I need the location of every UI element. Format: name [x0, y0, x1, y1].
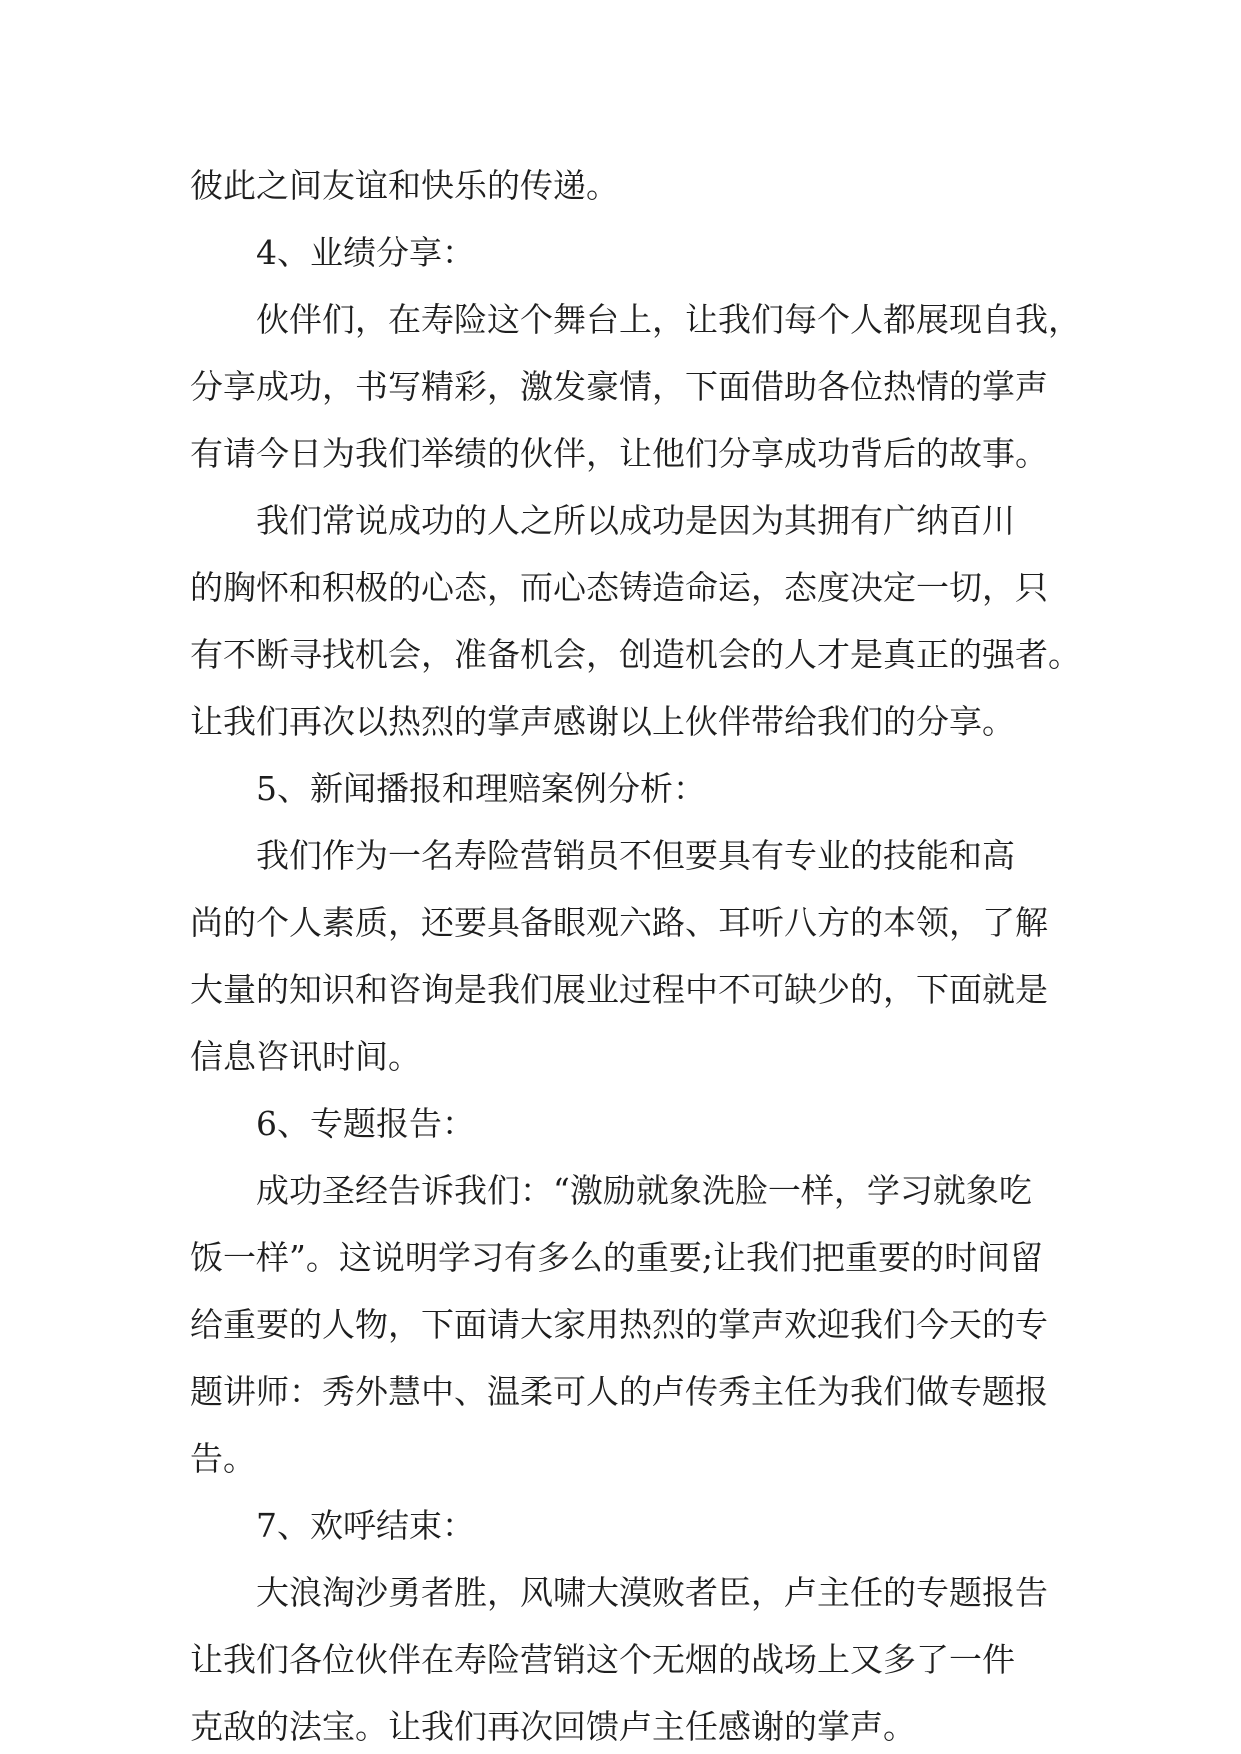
text-line: 信息咨讯时间。	[190, 1037, 421, 1076]
text-line: 有请今日为我们举绩的伙伴，让他们分享成功背后的故事。	[190, 434, 1048, 473]
text-line: 克敌的法宝。让我们再次回馈卢主任感谢的掌声。	[190, 1707, 916, 1746]
text-line: 饭一样”。这说明学习有多么的重要;让我们把重要的时间留	[190, 1238, 1043, 1277]
section-heading-4: 4、业绩分享：	[256, 233, 475, 272]
text-line: 彼此之间友谊和快乐的传递。	[190, 166, 619, 205]
text-line: 告。	[190, 1439, 256, 1478]
text-line: 大量的知识和咨询是我们展业过程中不可缺少的，下面就是	[190, 970, 1048, 1009]
text-line: 让我们再次以热烈的掌声感谢以上伙伴带给我们的分享。	[190, 702, 1015, 741]
text-line: 大浪淘沙勇者胜，风啸大漠败者臣，卢主任的专题报告	[256, 1573, 1048, 1612]
text-line: 伙伴们，在寿险这个舞台上，让我们每个人都展现自我，	[256, 300, 1081, 339]
section-heading-6: 6、专题报告：	[256, 1104, 475, 1143]
text-line: 我们常说成功的人之所以成功是因为其拥有广纳百川	[256, 501, 1015, 540]
text-line: 题讲师：秀外慧中、温柔可人的卢传秀主任为我们做专题报	[190, 1372, 1048, 1411]
text-line: 给重要的人物，下面请大家用热烈的掌声欢迎我们今天的专	[190, 1305, 1048, 1344]
section-heading-5: 5、新闻播报和理赔案例分析：	[256, 769, 706, 808]
text-line: 的胸怀和积极的心态，而心态铸造命运，态度决定一切，只	[190, 568, 1048, 607]
text-line: 让我们各位伙伴在寿险营销这个无烟的战场上又多了一件	[190, 1640, 1015, 1679]
text-line: 分享成功，书写精彩，激发豪情，下面借助各位热情的掌声	[190, 367, 1048, 406]
text-line: 我们作为一名寿险营销员不但要具有专业的技能和高	[256, 836, 1015, 875]
text-line: 尚的个人素质，还要具备眼观六路、耳听八方的本领，了解	[190, 903, 1048, 942]
text-line: 有不断寻找机会，准备机会，创造机会的人才是真正的强者。	[190, 635, 1081, 674]
section-heading-7: 7、欢呼结束：	[256, 1506, 475, 1545]
text-line: 成功圣经告诉我们：“激励就象洗脸一样，学习就象吃	[256, 1171, 1032, 1210]
